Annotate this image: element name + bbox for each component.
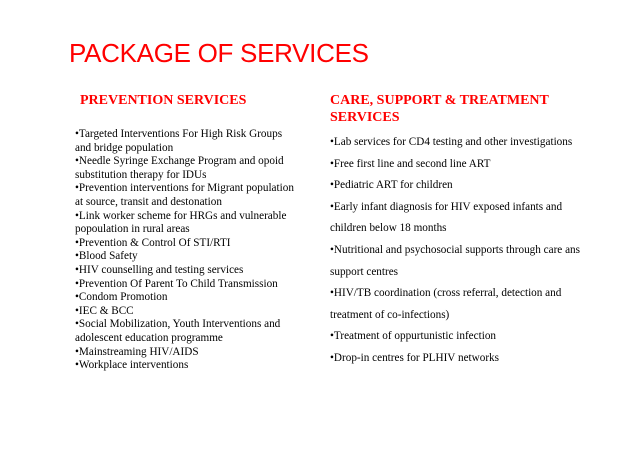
- list-item: •HIV counselling and testing services: [75, 263, 244, 276]
- list-item: •Prevention interventions for Migrant population at source, transit and destonation: [75, 182, 294, 208]
- prevention-heading: PREVENTION SERVICES: [80, 93, 247, 108]
- list-item: •Targeted Interventions For High Risk Groups and bridge population: [75, 128, 283, 154]
- list-item: •Lab services for CD4 testing and other investigations: [330, 136, 573, 148]
- prevention-list: [75, 128, 297, 373]
- list-item: •Nutritional and psychosocial supports through care ans support centres: [330, 243, 580, 278]
- care-support-treatment-list: [330, 132, 580, 370]
- list-item: •Workplace interventions: [75, 359, 189, 372]
- list-item: •Prevention Of Parent To Child Transmission: [75, 277, 278, 290]
- care-support-treatment-heading: CARE, SUPPORT & TREATMENT SERVICES: [330, 93, 549, 125]
- list-item: •Treatment of oppurtunistic infection: [330, 330, 497, 343]
- list-item: •Link worker scheme for HRGs and vulnerable popoulation in rural areas: [75, 209, 287, 236]
- list-item: •HIV/TB coordination (cross referral, detection and treatment of co-infections): [330, 287, 562, 321]
- list-item: •Needle Syringe Exchange Program and opoid substitution therapy for IDUs: [75, 155, 284, 181]
- slide-title: PACKAGE OF SERVICES: [69, 38, 369, 68]
- list-item: •Early infant diagnosis for HIV exposed infants and children below 18 months: [330, 200, 563, 235]
- list-item: •Condom Promotion: [75, 291, 168, 304]
- list-item: •IEC & BCC: [75, 304, 134, 317]
- list-item: •Drop-in centres for PLHIV networks: [330, 351, 499, 364]
- list-item: •Mainstreaming HIV/AIDS: [75, 345, 199, 358]
- list-item: •Blood Safety: [75, 250, 138, 263]
- list-item: •Prevention & Control Of STI/RTI: [75, 236, 231, 249]
- list-item: •Social Mobilization, Youth Interventions and adolescent education programme: [75, 318, 281, 344]
- list-item: •Free first line and second line ART: [330, 157, 491, 170]
- list-item: •Pediatric ART for children: [330, 179, 453, 192]
